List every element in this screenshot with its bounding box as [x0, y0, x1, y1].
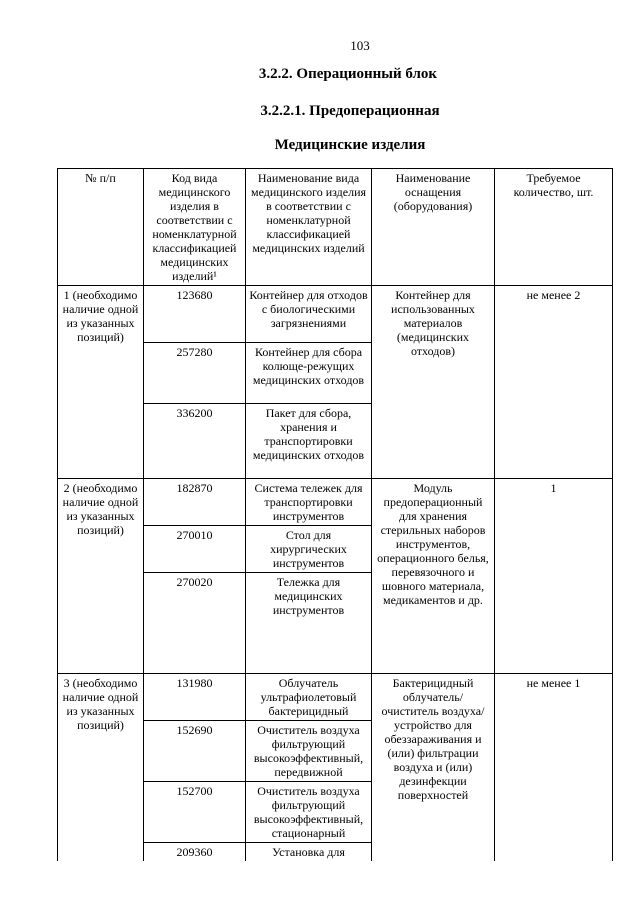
- group-equipment: Модуль предоперационный для хранения стерильных наборов инструментов, операционного белья, перевязочного и шовного материала, медикаментов и др.: [372, 479, 495, 674]
- section-heading: 3.2.2. Операционный блок: [258, 66, 438, 82]
- equipment-table: [57, 168, 613, 861]
- item-name: Контейнер для отходов с биологическими загрязнениями: [246, 286, 372, 343]
- header-qty: Требуемое количество, шт.: [495, 169, 613, 286]
- item-code: 152690: [144, 721, 246, 782]
- item-name: Облучатель ультрафиолетовый бактерицидный: [246, 674, 372, 721]
- item-code: 131980: [144, 674, 246, 721]
- table-row: [58, 674, 613, 721]
- header-name: Наименование вида медицинского изделия в соответствии с номенклатурной классификацией медицинских изделий: [246, 169, 372, 286]
- group-equipment: Контейнер для использованных материалов (медицинских отходов): [372, 286, 495, 479]
- item-code: 152700: [144, 782, 246, 843]
- header-equipment: Наименование оснащения (оборудования): [372, 169, 495, 286]
- group-qty: 1: [495, 479, 613, 674]
- table-row: [58, 479, 613, 526]
- group-equipment: Бактерицидный облучатель/ очиститель воздуха/ устройство для обеззараживания и (или) фильтрации воздуха и (или) дезинфекции поверхностей: [372, 674, 495, 862]
- subsection-heading: 3.2.2.1. Предоперационная: [260, 103, 440, 119]
- item-code: 209360: [144, 843, 246, 862]
- item-code: 270010: [144, 526, 246, 573]
- group-qty: не менее 1: [495, 674, 613, 862]
- item-name: Стол для хирургических инструментов: [246, 526, 372, 573]
- item-name: Система тележек для транспортировки инструментов: [246, 479, 372, 526]
- item-code: 270020: [144, 573, 246, 674]
- page-number: 103: [350, 38, 370, 53]
- item-name: Тележка для медицинских инструментов: [246, 573, 372, 674]
- item-code: 182870: [144, 479, 246, 526]
- table-row: [58, 286, 613, 343]
- group-qty: не менее 2: [495, 286, 613, 479]
- group-num: 3 (необходимо наличие одной из указанных позиций): [58, 674, 144, 862]
- group-num: 1 (необходимо наличие одной из указанных позиций): [58, 286, 144, 479]
- header-code: Код вида медицинского изделия в соответствии с номенклатурной классификацией медицинских изделий¹: [144, 169, 246, 286]
- table-header-row: [58, 169, 613, 286]
- item-code: 336200: [144, 404, 246, 479]
- group-num: 2 (необходимо наличие одной из указанных позиций): [58, 479, 144, 674]
- item-name: Очиститель воздуха фильтрующий высокоэффективный, передвижной: [246, 721, 372, 782]
- item-name: Контейнер для сбора колюще-режущих медицинских отходов: [246, 343, 372, 404]
- item-name: Очиститель воздуха фильтрующий высокоэффективный, стационарный: [246, 782, 372, 843]
- item-code: 123680: [144, 286, 246, 343]
- item-name: Установка для: [246, 843, 372, 862]
- item-code: 257280: [144, 343, 246, 404]
- header-num: № п/п: [58, 169, 144, 286]
- item-name: Пакет для сбора, хранения и транспортировки медицинских отходов: [246, 404, 372, 479]
- table-title: Медицинские изделия: [274, 137, 426, 153]
